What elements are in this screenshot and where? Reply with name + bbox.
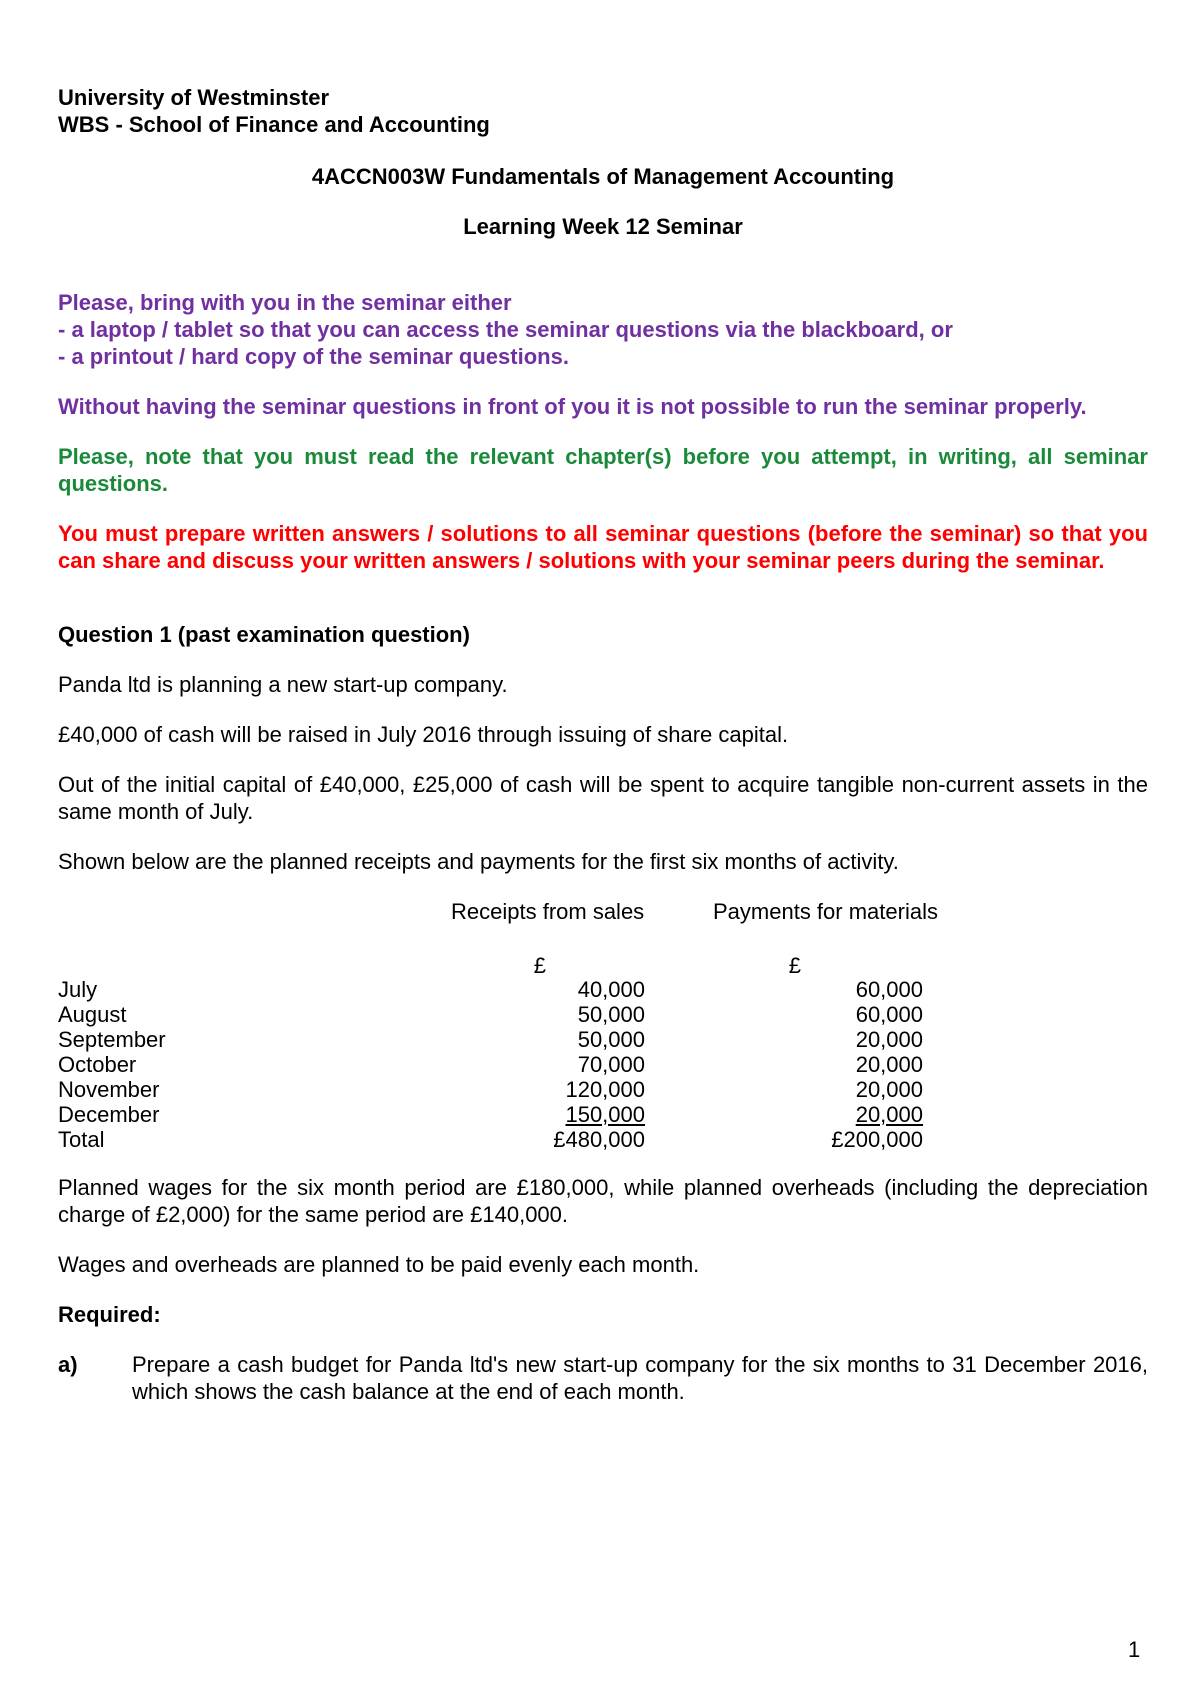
receipts-cell: 50,000 — [577, 1002, 645, 1027]
month-cell: November — [58, 1077, 160, 1102]
table-row — [58, 1051, 1058, 1078]
receipts-cell: 120,000 — [565, 1077, 645, 1102]
question-1-para-6: Wages and overheads are planned to be paid evenly each month. — [58, 1252, 700, 1277]
part-a-text: Prepare a cash budget for Panda ltd's new start-up company for the six months to 31 December 2016, which shows the cash balance at the end of each month. — [132, 1352, 1148, 1404]
total-receipts-cell: £480,000 — [553, 1127, 645, 1152]
page-number: 1 — [1128, 1637, 1141, 1662]
receipts-cell: 50,000 — [577, 1027, 645, 1052]
total-payments-cell: £200,000 — [831, 1127, 923, 1152]
column-header-payments: Payments for materials — [713, 899, 938, 924]
receipts-payments-table — [58, 898, 1148, 1174]
read-chapters-notice: Please, note that you must read the relevant chapter(s) before you attempt, in writing, all seminar questions. — [58, 444, 1148, 496]
question-1-para-4: Shown below are the planned receipts and payments for the first six months of activity. — [58, 849, 899, 874]
column-header-receipts: Receipts from sales — [451, 899, 645, 924]
payments-cell: 20,000 — [855, 1077, 923, 1102]
question-1-para-3: Out of the initial capital of £40,000, £25,000 of cash will be spent to acquire tangible non-current assets in the same month of July. — [58, 772, 1148, 824]
table-row — [58, 1076, 1058, 1103]
receipts-cell: 70,000 — [577, 1052, 645, 1077]
month-cell: September — [58, 1027, 166, 1052]
question-1-para-1: Panda ltd is planning a new start-up company. — [58, 672, 508, 697]
prepare-answers-notice: You must prepare written answers / solutions to all seminar questions (before the seminar) so that you can share and discuss your written answers / solutions with your seminar peers during the seminar. — [58, 521, 1148, 573]
receipts-cell: 40,000 — [577, 977, 645, 1002]
currency-symbol-receipts: £ — [533, 953, 546, 978]
table-row — [58, 976, 1058, 1003]
required-heading: Required: — [58, 1302, 161, 1327]
month-cell: July — [58, 977, 98, 1002]
module-title: 4ACCN003W Fundamentals of Management Accounting — [311, 164, 895, 189]
document-page — [58, 84, 1148, 1405]
table-row — [58, 1101, 1058, 1128]
month-cell: December — [58, 1102, 160, 1127]
currency-symbol-payments: £ — [788, 953, 801, 978]
month-cell: October — [58, 1052, 137, 1077]
university-name: University of Westminster — [58, 85, 330, 110]
receipts-cell: 150,000 — [565, 1102, 645, 1127]
school-name: WBS - School of Finance and Accounting — [58, 112, 490, 137]
table-total-row — [58, 1126, 1058, 1153]
question-1-para-5: Planned wages for the six month period are £180,000, while planned overheads (including the depreciation charge of £2,000) for the same period are £140,000. — [58, 1175, 1148, 1227]
question-1-title: Question 1 (past examination question) — [58, 622, 470, 647]
bring-option-printout: - a printout / hard copy of the seminar questions. — [58, 344, 569, 369]
payments-cell: 20,000 — [855, 1027, 923, 1052]
bring-option-laptop: - a laptop / tablet so that you can access the seminar questions via the blackboard, or — [58, 317, 953, 342]
payments-cell: 20,000 — [855, 1102, 923, 1127]
payments-cell: 20,000 — [855, 1052, 923, 1077]
without-questions-notice: Without having the seminar questions in front of you it is not possible to run the seminar properly. — [58, 394, 1087, 419]
payments-cell: 60,000 — [855, 977, 923, 1002]
total-label: Total — [58, 1127, 105, 1152]
part-a-label: a) — [58, 1352, 78, 1377]
bring-notice — [58, 289, 1148, 370]
bring-intro: Please, bring with you in the seminar either — [58, 290, 512, 315]
table-row — [58, 1001, 1058, 1028]
table-row — [58, 1026, 1058, 1053]
question-1-para-2: £40,000 of cash will be raised in July 2016 through issuing of share capital. — [58, 722, 789, 747]
payments-cell: 60,000 — [855, 1002, 923, 1027]
month-cell: August — [58, 1002, 127, 1027]
part-a — [58, 1351, 1148, 1405]
seminar-title: Learning Week 12 Seminar — [463, 214, 743, 239]
